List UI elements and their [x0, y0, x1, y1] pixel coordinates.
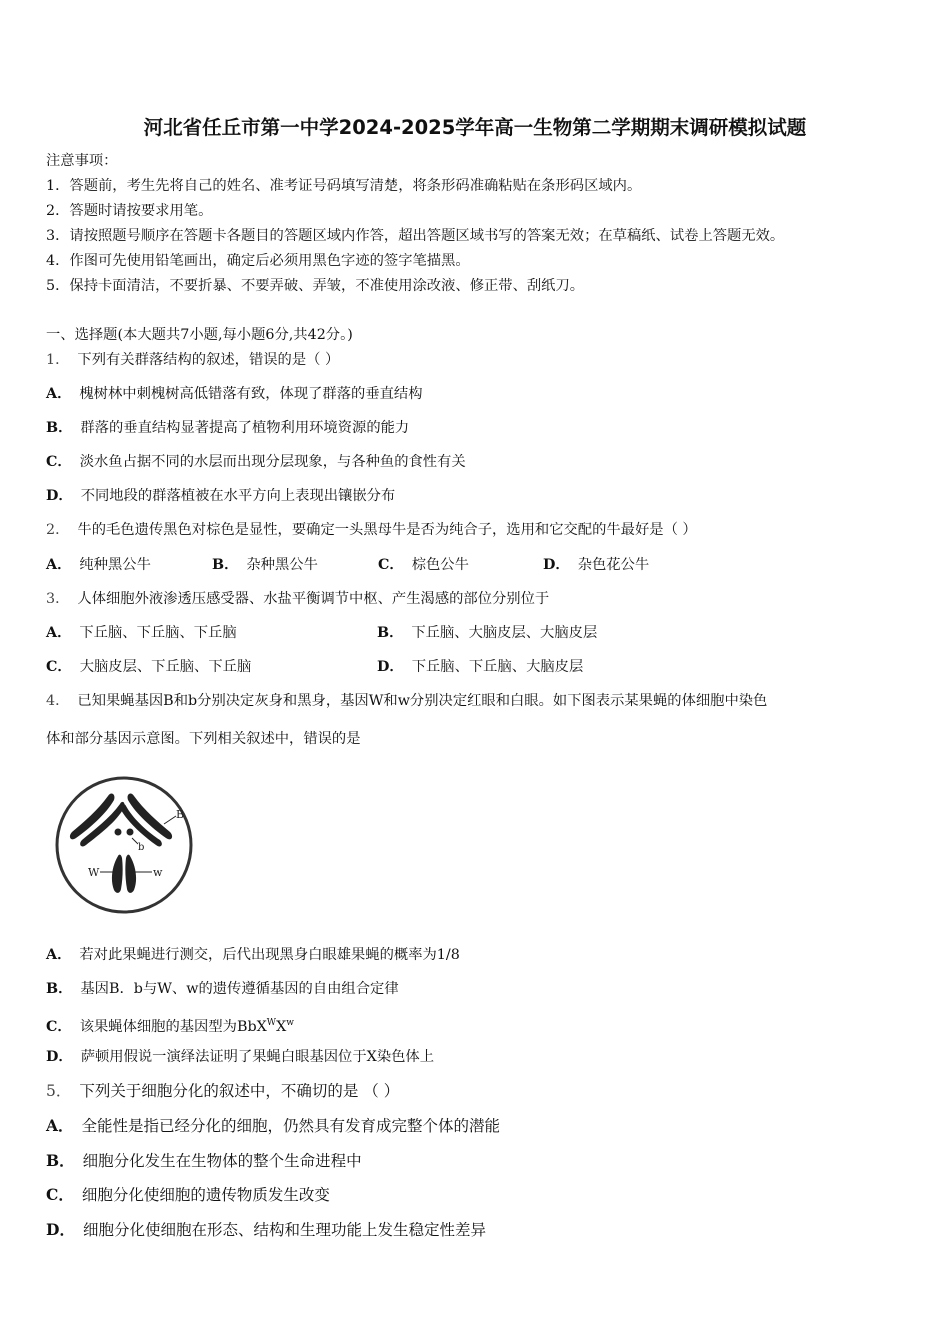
option-label: A． — [46, 386, 72, 402]
option-text: 细胞分化使细胞的遗传物质发生改变 — [81, 1186, 330, 1204]
option-label: B． — [46, 981, 73, 997]
option-text: 该果蝇体细胞的基因型为BbX — [79, 1019, 267, 1035]
option-text: 杂色花公牛 — [577, 557, 650, 573]
option-text: 细胞分化使细胞在形态、结构和生理功能上发生稳定性差异 — [82, 1221, 486, 1239]
chromosome-right-1 — [128, 793, 173, 839]
chromosome-diagram — [54, 774, 194, 916]
q2-option-b — [212, 555, 318, 575]
option-text: 不同地段的群落植被在水平方向上表现出镶嵌分布 — [80, 488, 396, 504]
option-text: 棕色公牛 — [411, 557, 469, 573]
question-3-stem — [46, 589, 549, 609]
option-text: 群落的垂直结构显著提高了植物利用环境资源的能力 — [80, 420, 410, 436]
question-1-stem — [46, 350, 339, 370]
q3-option-a — [46, 623, 237, 643]
question-4-stem-cont: 体和部分基因示意图。下列相关叙述中，错误的是 — [46, 731, 361, 747]
question-text: 人体细胞外液渗透压感受器、水盐平衡调节中枢、产生渴感的部位分别位于 — [77, 591, 550, 607]
option-label: C． — [378, 557, 404, 573]
chromosome-dot-1 — [115, 829, 122, 836]
option-text: 萨顿用假说一演绎法证明了果蝇白眼基因位于X染色体上 — [80, 1049, 435, 1065]
page-title: 河北省任丘市第一中学2024-2025学年高一生物第二学期期末调研模拟试题 — [143, 116, 807, 139]
q4-option-d — [46, 1047, 434, 1067]
q5-option-c — [46, 1185, 330, 1205]
question-number: 4． — [46, 693, 70, 709]
question-number: 5． — [46, 1082, 72, 1100]
option-text: 下丘脑、下丘脑、大脑皮层 — [411, 659, 584, 675]
gene-label-b: b — [138, 842, 145, 853]
option-text: 淡水鱼占据不同的水层而出现分层现象，与各种鱼的食性有关 — [79, 454, 466, 470]
option-text: 下丘脑、大脑皮层、大脑皮层 — [411, 625, 598, 641]
q3-option-b — [377, 623, 597, 643]
question-4-stem — [46, 691, 767, 711]
gene-label-B: B — [176, 808, 185, 821]
question-text: 牛的毛色遗传黑色对棕色是显性，要确定一头黑母牛是否为纯合子，选用和它交配的牛最好是（ ） — [77, 522, 697, 538]
superscript: W — [266, 1018, 277, 1028]
q4-option-c — [46, 1013, 294, 1037]
option-label: A． — [46, 625, 72, 641]
notice-item: 4．作图可先使用铅笔画出，确定后必须用黑色字迹的签字笔描黑。 — [46, 253, 470, 269]
q1-option-a — [46, 384, 423, 404]
q4-option-b — [46, 979, 399, 999]
question-text: 下列有关群落结构的叙述，错误的是（ ） — [77, 352, 340, 368]
question-number: 1． — [46, 352, 70, 368]
option-label: D． — [377, 659, 404, 675]
option-label: A． — [46, 557, 72, 573]
option-label: A． — [46, 1116, 74, 1135]
option-label: C． — [46, 454, 72, 470]
notice-heading: 注意事项： — [46, 153, 118, 169]
option-label: B． — [212, 557, 239, 573]
option-text: 下丘脑、下丘脑、下丘脑 — [79, 625, 237, 641]
q3-option-d — [377, 657, 583, 677]
q3-option-c — [46, 657, 251, 677]
q4-option-a — [46, 945, 460, 965]
option-text: 杂种黑公牛 — [246, 557, 318, 573]
q2-option-d — [543, 555, 649, 575]
option-text: 纯种黑公牛 — [79, 557, 151, 573]
option-label: D． — [46, 1220, 75, 1239]
q5-option-d — [46, 1220, 486, 1240]
option-label: D． — [46, 488, 73, 504]
question-2-stem — [46, 520, 697, 540]
question-text: 已知果蝇基因B和b分别决定灰身和黑身，基因W和w分别决定红眼和白眼。如下图表示某果蝇的体细胞中染色 — [77, 693, 768, 709]
q1-option-b — [46, 418, 409, 438]
question-5-stem — [46, 1081, 399, 1101]
notice-item: 5．保持卡面清洁，不要折暴、不要弄破、弄皱，不准使用涂改液、修正带、刮纸刀。 — [46, 278, 585, 294]
option-text: 若对此果蝇进行测交，后代出现黑身白眼雄果蝇的概率为1/8 — [79, 947, 460, 963]
option-label: B． — [377, 625, 404, 641]
q1-option-c — [46, 452, 466, 472]
option-label: A． — [46, 947, 72, 963]
q5-option-b — [46, 1151, 362, 1171]
question-text: 下列关于细胞分化的叙述中，不确切的是 （ ） — [79, 1082, 400, 1100]
notice-item: 2．答题时请按要求用笔。 — [46, 203, 213, 219]
option-label: B． — [46, 1151, 75, 1170]
option-text: 基因B．b与W、w的遗传遵循基因的自由组合定律 — [80, 981, 399, 997]
question-number: 3． — [46, 591, 70, 607]
option-text: 全能性是指已经分化的细胞，仍然具有发育成完整个体的潜能 — [81, 1117, 501, 1135]
gene-label-w: w — [153, 866, 163, 879]
option-label: D． — [46, 1049, 73, 1065]
cell-outline — [57, 778, 191, 912]
x-chromosome-right — [125, 855, 136, 893]
option-label: C． — [46, 1185, 74, 1204]
gene-b-upper-line — [164, 816, 176, 824]
question-number: 2． — [46, 522, 70, 538]
gene-label-W: W — [88, 866, 100, 879]
option-label: C． — [46, 659, 72, 675]
option-text: 槐树林中刺槐树高低错落有致，体现了群落的垂直结构 — [79, 386, 423, 402]
q2-option-a — [46, 555, 151, 575]
option-label: C． — [46, 1019, 72, 1035]
option-label: B． — [46, 420, 73, 436]
q5-option-a — [46, 1116, 500, 1136]
option-label: D． — [543, 557, 570, 573]
notice-item: 3．请按照题号顺序在答题卡各题目的答题区域内作答，超出答题区域书写的答案无效；在草稿纸、试卷上答题无效。 — [46, 228, 785, 244]
option-text: 细胞分化发生在生物体的整个生命进程中 — [82, 1152, 362, 1170]
chromosome-dot-2 — [127, 829, 134, 836]
notice-item: 1．答题前，考生先将自己的姓名、准考证号码填写清楚，将条形码准确粘贴在条形码区域内。 — [46, 178, 642, 194]
option-text: X — [276, 1019, 287, 1035]
superscript: w — [286, 1018, 294, 1028]
x-chromosome-left — [112, 855, 123, 893]
q1-option-d — [46, 486, 395, 506]
q2-option-c — [378, 555, 469, 575]
option-text: 大脑皮层、下丘脑、下丘脑 — [79, 659, 252, 675]
section-heading: 一、选择题(本大题共7小题,每小题6分,共42分。) — [46, 327, 353, 343]
